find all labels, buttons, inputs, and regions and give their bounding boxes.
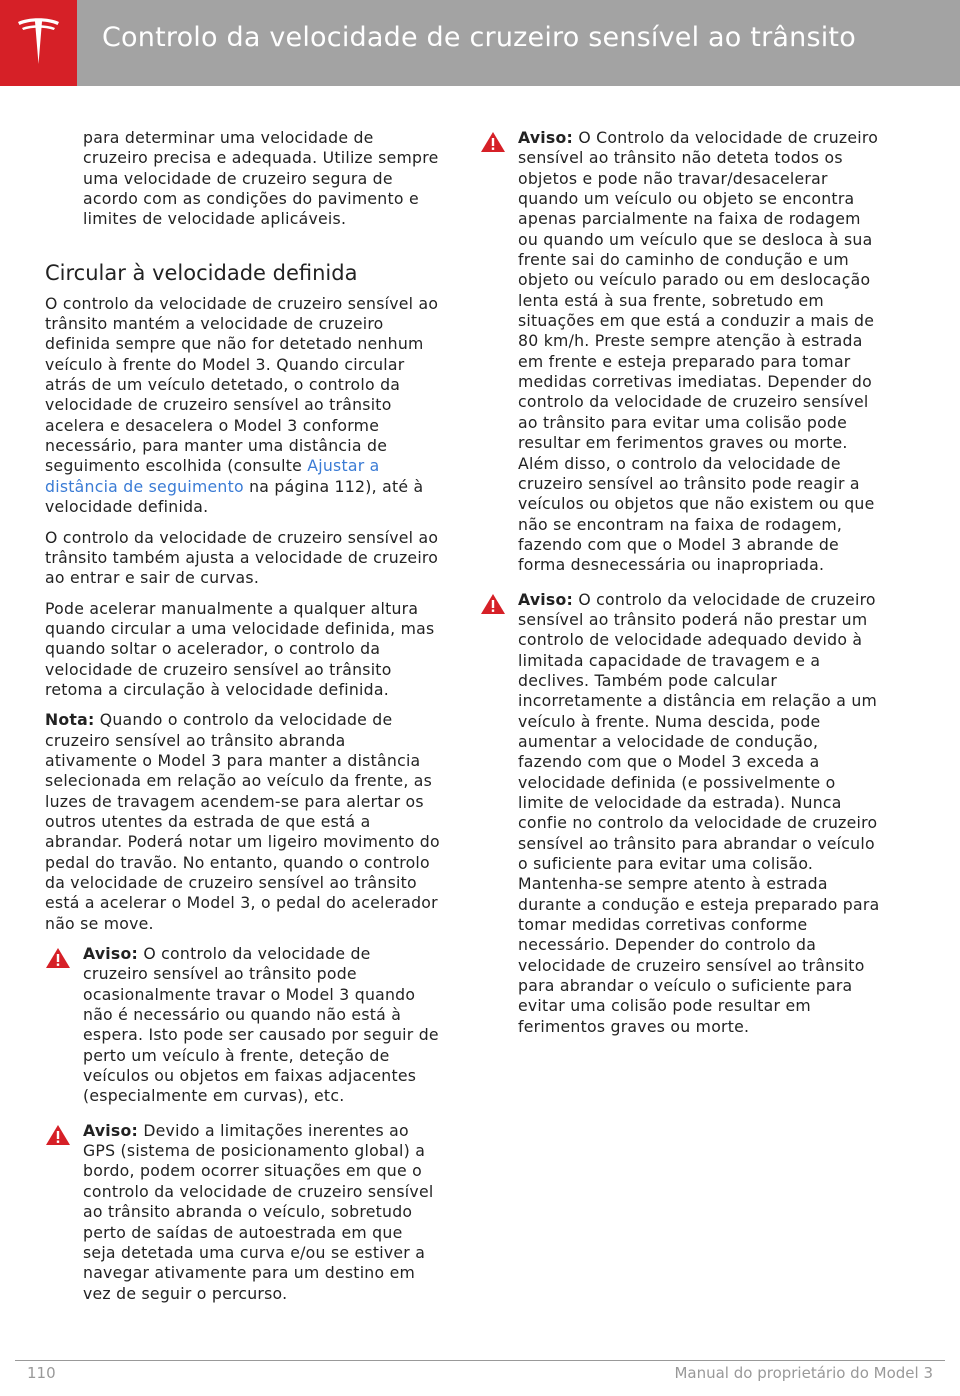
page-title: Controlo da velocidade de cruzeiro sensível ao trânsito [102,22,856,53]
intro-paragraph: para determinar uma velocidade de cruzeiro precisa e adequada. Utilize sempre uma velocidade de cruzeiro segura de acordo com as condições do pavimento e limites de velocidade aplicáveis. [83,128,439,229]
footer-divider [15,1360,945,1361]
warning-block [480,128,880,576]
warning-block [480,590,880,1038]
warning-triangle-icon [45,1124,71,1146]
warning-block [45,944,440,1107]
following-distance-link[interactable]: Ajustar a distância de seguimento [45,456,380,496]
note-label: Nota: [45,710,95,730]
note-paragraph [45,710,440,934]
left-column [45,128,440,1318]
tesla-logo [0,0,77,86]
warning-text: O controlo da velocidade de cruzeiro sensível ao trânsito pode ocasionalmente travar o Model 3 quando não é necessário ou quando não está à espera. Isto pode ser causado por seguir de perto um veículo à frente, deteção de veículos ou objetos em faixas adjacentes (especialmente em curvas), etc. [83,944,439,1106]
right-column [480,128,880,1051]
warning-triangle-icon [480,593,506,615]
paragraph-text: na página 112), até à velocidade definida. [45,476,424,517]
manual-title: Manual do proprietário do Model 3 [674,1364,933,1382]
warning-triangle-icon [480,131,506,153]
note-text: Quando o controlo da velocidade de cruzeiro sensível ao trânsito abranda ativamente o Model 3 para manter a distância selecionada em relação ao veículo da frente, as luzes de travagem acendem-se para alertar os outros utentes da estrada de que está a abrandar. Poderá notar um ligeiro movimento do pedal do travão. No entanto, quando o controlo da velocidade de cruzeiro sensível ao trânsito está a acelerar o Model 3, o pedal do acelerador não se move. [45,710,440,933]
paragraph-curves: O controlo da velocidade de cruzeiro sensível ao trânsito também ajusta a velocidade de cruzeiro ao entrar e sair de curvas. [45,527,439,588]
warning-label: Aviso: [83,944,139,964]
paragraph-manual-acceleration: Pode acelerar manualmente a qualquer altura quando circular a uma velocidade definida, mas quando soltar o acelerador, o controlo da velocidade de cruzeiro sensível ao trânsito retoma a circulação à velocidade definida. [45,598,435,699]
page-number: 110 [27,1364,56,1382]
warning-label: Aviso: [83,1120,139,1140]
warning-triangle-icon [45,947,71,969]
warning-text: Devido a limitações inerentes ao GPS (sistema de posicionamento global) a bordo, podem ocorrer situações em que o controlo da velocidade de cruzeiro sensível ao trânsito abranda o veículo, sobretudo perto de saídas de autoestrada em que seja detetada uma curva e/ou se estiver a navegar ativamente para um destino em vez de seguir o percurso. [83,1120,434,1303]
page-header [0,0,960,86]
warning-block [45,1121,440,1304]
warning-label: Aviso: [518,589,574,609]
warning-text: O Controlo da velocidade de cruzeiro sensível ao trânsito não deteta todos os objetos e pode não travar/desacelerar quando um veículo ou objeto se encontra apenas parcialmente na faixa de rodagem ou quando um veículo que se desloca à sua frente sai do caminho de condução e um objeto ou veículo parado ou em deslocação lenta está à sua frente, sobretudo em situações em que está a conduzir a mais de 80 km/h. Preste sempre atenção à estrada em frente e esteja preparado para tomar medidas corretivas imediatas. Depender do controlo da velocidade de cruzeiro sensível ao trânsito para evitar uma colisão pode resultar em ferimentos graves ou morte. Além disso, o controlo da velocidade de cruzeiro sensível ao trânsito pode reagir a veículos ou objetos que não existem ou que não se encontram na faixa de rodagem, fazendo com que o Model 3 abrande de forma desnecessária ou inapropriada. [518,128,879,575]
paragraph-speed-definition [45,294,440,518]
warning-label: Aviso: [518,128,574,147]
section-heading: Circular à velocidade definida [45,260,358,285]
warning-text: O controlo da velocidade de cruzeiro sensível ao trânsito poderá não prestar um controlo de velocidade adequado devido à limitada capacidade de travagem e a declives. Também pode calcular incorretamente a distância em relação a um veículo à frente. Numa descida, pode aumentar a velocidade de condução, fazendo com que o Model 3 exceda a velocidade definida (e possivelmente o limite de velocidade da estrada). Nunca confie no controlo da velocidade de cruzeiro sensível ao trânsito para abrandar o veículo o suficiente para evitar uma colisão. Mantenha-se sempre atento à estrada durante a condução e esteja preparado para tomar medidas corretivas conforme necessário. Depender do controlo da velocidade de cruzeiro sensível ao trânsito para abrandar o veículo o suficiente para evitar uma colisão pode resultar em ferimentos graves ou morte. [518,589,880,1036]
paragraph-text: O controlo da velocidade de cruzeiro sensível ao trânsito mantém a velocidade de cruzeiro definida sempre que não for detetado nenhum veículo à frente do Model 3. Quando circular atrás de um veículo detetado, o controlo da velocidade de cruzeiro sensível ao trânsito acelera e desacelera o Model 3 conforme necessário, para manter uma distância de seguimento escolhida (consulte [45,293,439,476]
tesla-logo-icon [16,16,61,70]
